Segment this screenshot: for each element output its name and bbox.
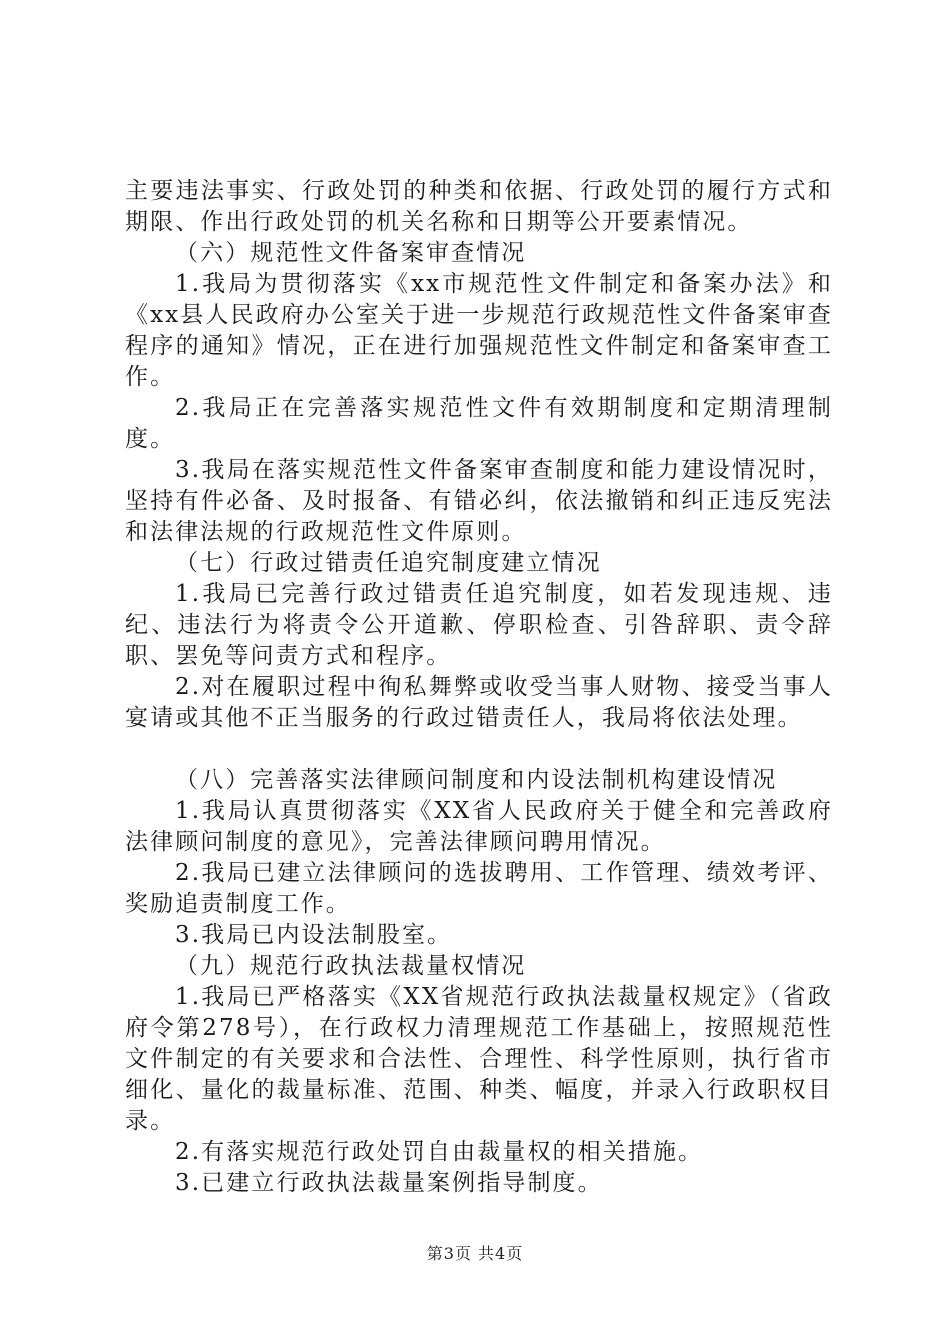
- section-heading-9: （九）规范行政执法裁量权情况: [175, 953, 527, 979]
- list-item: 1.我局为贯彻落实《xx市规范性文件制定和备案办法》和《xx县人民政府办公室关于进一步规范行政规范性文件备案审查程序的通知》情况，正在进行加强规范性文件制定和备案审查工作。: [125, 271, 833, 390]
- list-item: 3.已建立行政执法裁量案例指导制度。: [175, 1170, 603, 1196]
- blank-line: [125, 734, 833, 765]
- list-item: 1.我局已严格落实《XX省规范行政执法裁量权规定》（省政府令第278号），在行政权力清理规范工作基础上，按照规范性文件制定的有关要求和合法性、合理性、科学性原则，执行省市细化、量化的裁量标准、范围、种类、幅度，并录入行政职权目录。: [125, 984, 833, 1134]
- list-item: 1.我局已完善行政过错责任追究制度，如若发现违规、违纪、违法行为将责令公开道歉、停职检查、引咎辞职、责令辞职、罢免等问责方式和程序。: [125, 581, 833, 669]
- section-heading-8: （八）完善落实法律顾问制度和内设法制机构建设情况: [175, 767, 778, 793]
- list-item: 2.我局已建立法律顾问的选拔聘用、工作管理、绩效考评、奖励追责制度工作。: [125, 860, 833, 917]
- list-item: 3.我局在落实规范性文件备案审查制度和能力建设情况时，坚持有件必备、及时报备、有错必纠，依法撤销和纠正违反宪法和法律法规的行政规范性文件原则。: [125, 457, 833, 545]
- list-item: 3.我局已内设法制股室。: [175, 922, 453, 948]
- list-item: 2.我局正在完善落实规范性文件有效期制度和定期清理制度。: [125, 395, 833, 452]
- section-heading-7: （七）行政过错责任追究制度建立情况: [175, 550, 602, 576]
- section-heading-6: （六）规范性文件备案审查情况: [175, 240, 527, 266]
- list-item: 1.我局认真贯彻落实《XX省人民政府关于健全和完善政府法律顾问制度的意见》，完善法律顾问聘用情况。: [125, 798, 833, 855]
- list-item: 2.有落实规范行政处罚自由裁量权的相关措施。: [175, 1139, 704, 1165]
- page-number-footer: 第3页 共4页: [426, 1244, 524, 1263]
- document-body: [125, 176, 833, 1199]
- list-item: 2.对在履职过程中徇私舞弊或收受当事人财物、接受当事人宴请或其他不正当服务的行政过错责任人，我局将依法处理。: [125, 674, 833, 731]
- paragraph-penalty-disclosure: 主要违法事实、行政处罚的种类和依据、行政处罚的履行方式和期限、作出行政处罚的机关名称和日期等公开要素情况。: [125, 178, 833, 235]
